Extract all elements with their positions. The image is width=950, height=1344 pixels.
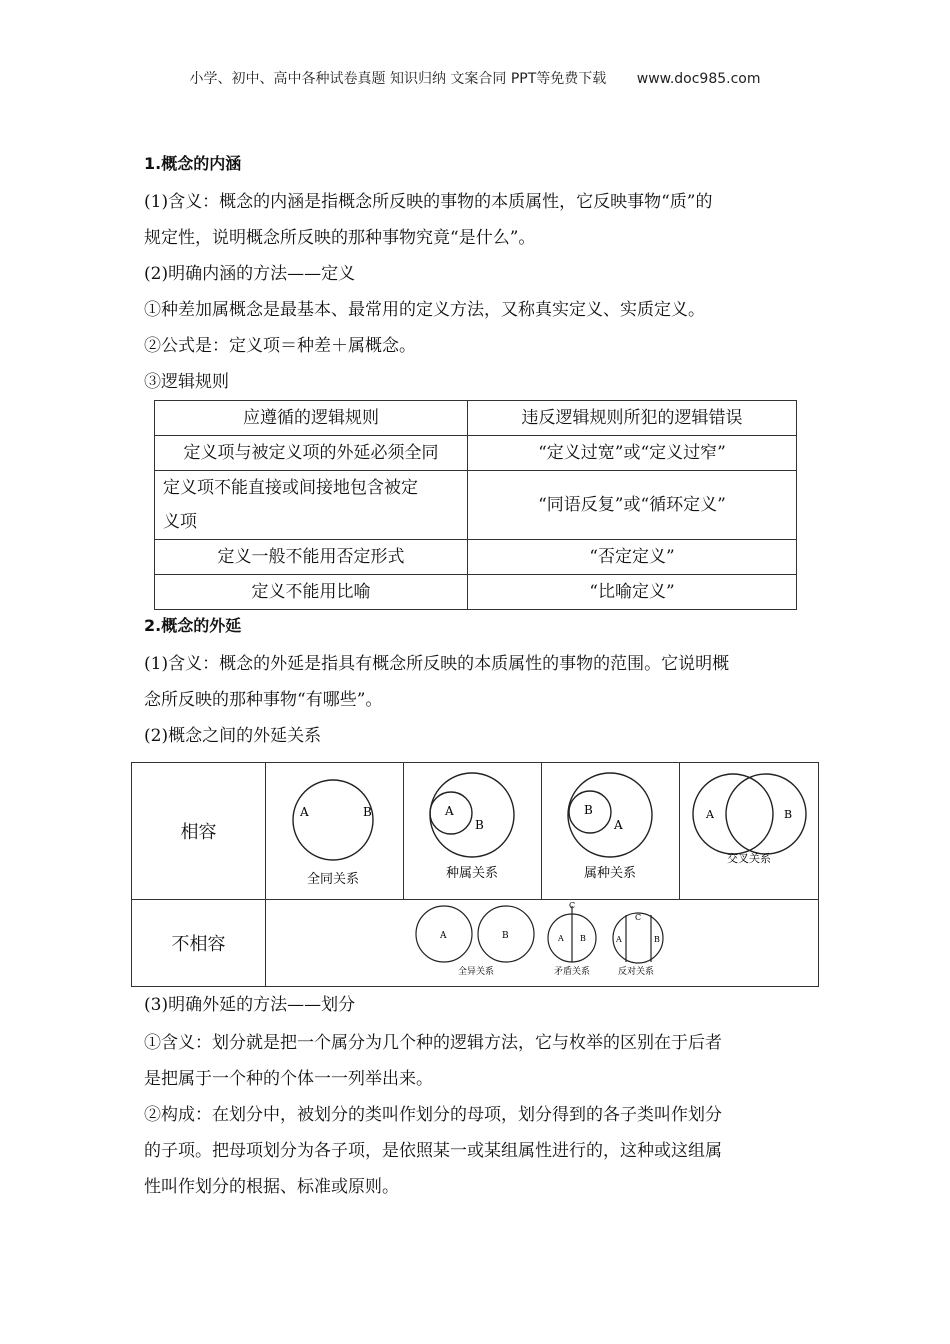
genus-species-diagram-cell: [542, 763, 680, 900]
outer-circle: [568, 773, 652, 857]
table-header-cell: 违反逻辑规则所犯的逻辑错误: [468, 401, 797, 436]
section3-meaning-2: 是把属于一个种的个体一一列举出来。: [144, 1069, 433, 1089]
logic-rules-table: [154, 400, 797, 610]
section1-method: (2)明确内涵的方法——定义: [144, 264, 356, 284]
genus-species-caption: 属种关系: [583, 866, 637, 881]
incompatible-label: 不相容: [132, 900, 266, 987]
label-a: A: [614, 818, 623, 832]
label-b: B: [784, 808, 793, 821]
error-cell: “同语反复”或“循环定义”: [468, 471, 797, 540]
intersect-caption: 交叉关系: [727, 852, 771, 865]
header-url[interactable]: www.doc985.com: [636, 71, 761, 87]
label-a: A: [706, 808, 714, 821]
table-row: [155, 575, 797, 610]
section2-title: 2.概念的外延: [144, 616, 242, 635]
header-text: 小学、初中、高中各种试卷真题 知识归纳 文案合同 PPT等免费下载: [189, 71, 607, 87]
circle-a: [693, 774, 773, 854]
label-b: B: [502, 931, 509, 941]
species-genus-diagram-cell: [404, 763, 542, 900]
label-b: B: [580, 934, 586, 943]
label-a: A: [300, 805, 309, 819]
section1-item1: ①种差加属概念是最基本、最常用的定义方法，又称真实定义、实质定义。: [144, 300, 705, 320]
intersect-diagram-cell: [680, 763, 819, 900]
label-a: A: [616, 935, 622, 944]
intersect-diagram: [680, 763, 818, 895]
label-c: C: [569, 901, 576, 910]
compatible-label: 相容: [132, 763, 266, 900]
rule-cell: 定义一般不能用否定形式: [155, 540, 468, 575]
section1-item3: ③逻辑规则: [144, 372, 229, 392]
identity-caption: 全同关系: [306, 872, 360, 887]
incompatible-diagrams: [266, 900, 816, 982]
rule-line: 义项: [163, 512, 197, 532]
table-header-cell: 应遵循的逻辑规则: [155, 401, 468, 436]
rule-line: 定义项不能直接或间接地包含被定: [163, 478, 418, 498]
label-c: C: [635, 913, 642, 922]
label-a: A: [445, 804, 454, 818]
extension-relations-table: [131, 762, 819, 987]
section3-compose-3: 性叫作划分的根据、标准或原则。: [144, 1177, 399, 1197]
circle-b: [726, 774, 806, 854]
identity-circle: [293, 780, 373, 860]
table-row: [155, 471, 797, 540]
incompatible-row: [132, 900, 819, 987]
section2-meaning-2: 念所反映的那种事物“有哪些”。: [144, 690, 383, 710]
section1-item2: ②公式是：定义项＝种差＋属概念。: [144, 336, 416, 356]
identity-diagram-cell: [266, 763, 404, 900]
species-genus-diagram: [404, 763, 541, 895]
species-genus-caption: 种属关系: [445, 866, 499, 881]
contrary-caption: 反对关系: [617, 967, 655, 977]
section3-method: (3)明确外延的方法——划分: [144, 995, 356, 1015]
compatible-row: [132, 763, 819, 900]
table-row: [155, 436, 797, 471]
label-a: A: [558, 934, 564, 943]
incompatible-diagram-cell: [266, 900, 819, 987]
page-header: [0, 68, 950, 88]
error-cell: “否定定义”: [468, 540, 797, 575]
rule-cell: 定义项与被定义项的外延必须全同: [155, 436, 468, 471]
table-header-row: [155, 401, 797, 436]
label-b: B: [584, 803, 593, 817]
section3-compose-1: ②构成：在划分中，被划分的类叫作划分的母项，划分得到的各子类叫作划分: [144, 1105, 722, 1125]
section1-meaning-2: 规定性，说明概念所反映的那种事物究竟“是什么”。: [144, 228, 536, 248]
disjoint-caption: 全异关系: [457, 967, 495, 977]
label-b: B: [475, 818, 484, 832]
section3-meaning-1: ①含义：划分就是把一个属分为几个种的逻辑方法，它与枚举的区别在于后者: [144, 1033, 722, 1053]
error-cell: “比喻定义”: [468, 575, 797, 610]
section3-compose-2: 的子项。把母项划分为各子项，是依照某一或某组属性进行的，这种或这组属: [144, 1141, 722, 1161]
label-b: B: [654, 935, 660, 944]
label-b: B: [363, 805, 372, 819]
section1-meaning-1: (1)含义：概念的内涵是指概念所反映的事物的本质属性，它反映事物“质”的: [144, 192, 713, 212]
genus-species-diagram: [542, 763, 679, 895]
section2-relations-title: (2)概念之间的外延关系: [144, 726, 322, 746]
identity-diagram: [266, 763, 403, 895]
document-body: [144, 150, 814, 1205]
rule-cell: 定义不能用比喻: [155, 575, 468, 610]
rule-cell: [155, 471, 468, 540]
contradictory-caption: 矛盾关系: [553, 967, 591, 977]
table-row: [155, 540, 797, 575]
label-a: A: [440, 931, 447, 941]
error-cell: “定义过宽”或“定义过窄”: [468, 436, 797, 471]
section1-title: 1.概念的内涵: [144, 154, 242, 173]
section2-meaning-1: (1)含义：概念的外延是指具有概念所反映的本质属性的事物的范围。它说明概: [144, 654, 730, 674]
